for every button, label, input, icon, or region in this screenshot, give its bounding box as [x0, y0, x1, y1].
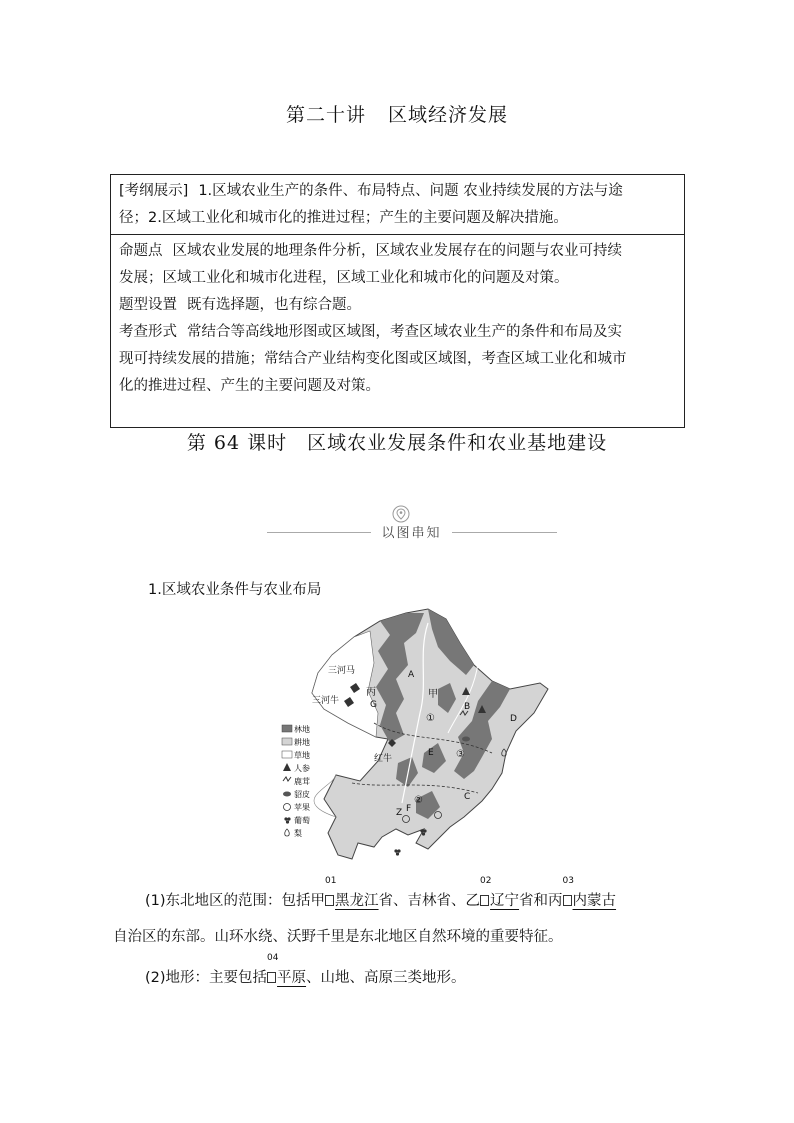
lesson-title — [0, 428, 794, 455]
legend-ginseng: 人参 — [294, 764, 310, 773]
para1-text-a: (1)东北地区的范围：包括甲 — [145, 893, 326, 909]
blank-number-04: 04 — [267, 953, 279, 963]
blank-answer-heilongjiang: 黑龙江 — [335, 893, 379, 909]
label-D: D — [510, 714, 517, 724]
blank-box-icon — [563, 895, 572, 906]
paragraph-1 — [113, 876, 688, 955]
topic-line1 — [119, 238, 676, 265]
page-title-lecture: 第二十讲 — [285, 104, 366, 126]
divider-left — [267, 532, 371, 533]
grassland-area — [312, 631, 378, 737]
label-Z: Z — [396, 808, 403, 818]
grape-icon — [394, 849, 397, 852]
answer-blank-1 — [325, 876, 379, 909]
syllabus-box — [110, 174, 685, 428]
blank-box-icon — [267, 972, 276, 983]
grape-icon — [420, 829, 423, 832]
syllabus-detail-section — [111, 235, 684, 400]
antler-icon — [283, 777, 291, 781]
blank-number-03: 03 — [562, 876, 574, 886]
blank-answer-plain: 平原 — [277, 970, 307, 986]
label-B: B — [464, 702, 471, 712]
paragraph-2 — [113, 953, 688, 996]
topic-label: 命题点 — [119, 243, 163, 259]
type-label: 题型设置 — [119, 297, 177, 313]
divider-label: 以图串知 — [381, 526, 442, 541]
syllabus-exam-line2: 径；2.区域工业化和城市化的推进过程；产生的主要问题及解决措施。 — [119, 210, 568, 226]
para1-text-d: 自治区的东部。山环水绕、沃野千里是东北地区自然环境的重要特征。 — [113, 929, 563, 945]
blank-box-icon — [325, 895, 334, 906]
label-bing: 丙 — [366, 687, 376, 698]
form-line3: 化的推进过程、产生的主要问题及对策。 — [119, 378, 380, 394]
ginseng-icon — [283, 763, 291, 771]
form-text-1: 常结合等高线地形图或区域图，考查区域农业生产的条件和布局及实 — [187, 324, 622, 340]
syllabus-exam-section — [111, 175, 684, 235]
form-line2: 现可持续发展的措施；常结合产业结构变化图或区域图，考查区域工业化和城市 — [119, 351, 627, 367]
legend-apple: 苹果 — [294, 803, 310, 812]
blank-answer-liaoning: 辽宁 — [490, 893, 520, 909]
para2-text-b: 、山地、高原三类地形。 — [306, 970, 466, 986]
legend-grape: 葡萄 — [294, 816, 310, 825]
pear-icon — [285, 829, 290, 836]
para1-text-c: 省和丙 — [519, 893, 563, 909]
page-title-topic: 区域经济发展 — [388, 104, 509, 126]
blank-box-icon — [480, 895, 489, 906]
legend-antler: 鹿茸 — [294, 777, 310, 786]
legend-forest: 林地 — [294, 725, 310, 734]
label-F: F — [406, 804, 412, 814]
section-heading: 1.区域农业条件与农业布局 — [148, 582, 322, 598]
label-sanhe-horse: 三河马 — [328, 666, 356, 676]
label-C: C — [464, 792, 471, 802]
label-circle-2: ② — [414, 795, 423, 806]
mink-icon — [462, 737, 470, 742]
form-label: 考查形式 — [119, 324, 177, 340]
legend-pear: 梨 — [294, 829, 302, 838]
lesson-number: 第 64 课时 — [186, 432, 288, 454]
map-legend — [282, 724, 310, 838]
form-line1 — [119, 319, 676, 346]
para2-text-a: (2)地形：主要包括 — [145, 970, 268, 986]
label-circle-1: ① — [426, 713, 435, 724]
answer-blank-3 — [562, 876, 617, 909]
blank-number-02: 02 — [480, 876, 492, 886]
lesson-topic: 区域农业发展条件和农业基地建设 — [307, 432, 608, 454]
exam-text-1: 1.区域农业生产的条件、布局特点、问题 农业持续发展的方法与途 — [198, 183, 623, 199]
type-line — [119, 292, 676, 319]
blank-number-01: 01 — [325, 876, 337, 886]
answer-blank-4 — [267, 953, 307, 986]
northeast-region-map — [278, 603, 550, 875]
label-E: E — [428, 748, 434, 758]
label-red-cattle: 红牛 — [374, 754, 393, 764]
legend-mink: 貂皮 — [294, 790, 310, 799]
grape-icon — [284, 817, 287, 820]
apple-icon — [284, 804, 291, 811]
topic-line2: 发展；区域工业化和城市化进程，区域工业化和城市化的问题及对策。 — [119, 270, 569, 286]
label-circle-3: ③ — [456, 749, 465, 760]
legend-grassland: 草地 — [294, 751, 310, 760]
divider-right — [452, 532, 557, 533]
blank-answer-inner-mongolia: 内蒙古 — [572, 893, 617, 909]
legend-farmland: 耕地 — [294, 738, 310, 747]
answer-blank-2 — [480, 876, 520, 909]
label-jia: 甲 — [428, 689, 438, 700]
exam-label: [考纲展示] — [119, 183, 189, 199]
watermark — [595, 780, 605, 808]
label-G: G — [370, 700, 377, 710]
label-sanhe-cattle: 三河牛 — [312, 696, 340, 706]
label-A: A — [408, 670, 415, 680]
page-title — [0, 100, 794, 127]
mink-icon — [283, 792, 291, 797]
topic-text-1: 区域农业发展的地理条件分析，区域农业发展存在的问题与农业可持续 — [172, 243, 622, 259]
type-text: 既有选择题，也有综合题。 — [187, 297, 361, 313]
syllabus-exam-line1 — [119, 178, 676, 205]
para1-text-b: 省、吉林省、乙 — [378, 893, 481, 909]
